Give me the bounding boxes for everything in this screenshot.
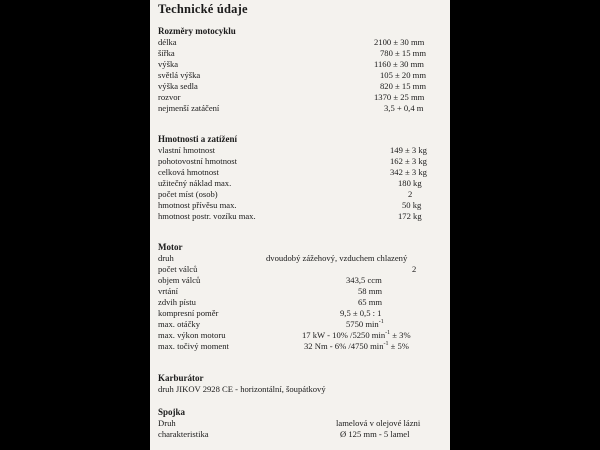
- spec-label: šířka: [158, 48, 175, 58]
- section-heading: Motor: [158, 242, 183, 252]
- spec-label: druh: [158, 253, 174, 263]
- spec-value: 105 ± 20 mm: [380, 70, 427, 80]
- section-clutch: [158, 408, 448, 441]
- section-engine: [158, 243, 448, 353]
- spec-label: užitečný náklad max.: [158, 178, 232, 188]
- spec-row: [158, 104, 448, 115]
- spec-value: Ø 125 mm - 5 lamel: [340, 429, 410, 439]
- spec-value: 3,5 + 0,4 m: [384, 103, 424, 113]
- document-page: [150, 0, 450, 450]
- spec-value: 172 kg: [398, 211, 422, 221]
- spec-value: 65 mm: [358, 297, 383, 307]
- spec-value: 149 ± 3 kg: [390, 145, 427, 155]
- spec-value: 780 ± 15 mm: [380, 48, 427, 58]
- spec-value: [346, 320, 384, 329]
- spec-label: max. výkon motoru: [158, 330, 226, 340]
- spec-row: [158, 276, 448, 287]
- spec-value: lamelová v olejové lázni: [336, 418, 421, 428]
- spec-label: max. otáčky: [158, 319, 200, 329]
- section-heading: Karburátor: [158, 373, 204, 383]
- spec-label: charakteristika: [158, 429, 209, 439]
- section-weights: [158, 135, 448, 223]
- spec-row: [158, 287, 448, 298]
- exponent: -1: [383, 341, 389, 348]
- section-carburetor: [158, 374, 448, 396]
- spec-value: 343,5 ccm: [346, 275, 382, 285]
- spec-label: zdvih pístu: [158, 297, 196, 307]
- spec-label: světlá výška: [158, 70, 201, 80]
- spec-value: [304, 342, 409, 351]
- spec-value: 2: [408, 189, 413, 199]
- spec-label: nejmenší zatáčení: [158, 103, 220, 113]
- spec-row: [158, 342, 448, 353]
- spec-label: Druh: [158, 418, 176, 428]
- spec-value: 1370 ± 25 mm: [374, 92, 425, 102]
- spec-value: 820 ± 15 mm: [380, 81, 427, 91]
- spec-label: pohotovostní hmotnost: [158, 156, 238, 166]
- spec-label: max. točivý moment: [158, 341, 229, 351]
- spec-label: objem válců: [158, 275, 201, 285]
- section-heading: Spojka: [158, 407, 186, 417]
- spec-label: hmotnost přívěsu max.: [158, 200, 237, 210]
- spec-row: [158, 385, 448, 396]
- spec-value: 9,5 ± 0,5 : 1: [340, 308, 382, 318]
- spec-line: druh JIKOV 2928 CE - horizontální, šoupátkový: [158, 384, 326, 394]
- spec-label: vlastní hmotnost: [158, 145, 216, 155]
- spec-label: výška sedla: [158, 81, 198, 91]
- value-tolerance: ± 3%: [390, 330, 411, 340]
- spec-value: [302, 331, 411, 340]
- spec-value: 342 ± 3 kg: [390, 167, 427, 177]
- spec-value: dvoudobý zážehový, vzduchem chlazený: [266, 253, 408, 263]
- spec-value: 58 mm: [358, 286, 383, 296]
- value-text: 17 kW - 10% /5250 min: [302, 330, 386, 340]
- section-dimensions: [158, 27, 448, 115]
- spec-value: 1160 ± 30 mm: [374, 59, 424, 69]
- spec-row: [158, 265, 448, 276]
- spec-row: [158, 430, 448, 441]
- spec-value: 50 kg: [402, 200, 422, 210]
- spec-label: hmotnost postr. vozíku max.: [158, 211, 256, 221]
- exponent: -1: [378, 319, 384, 326]
- spec-label: počet míst (osob): [158, 189, 218, 199]
- page-title: Technické údaje: [158, 2, 248, 16]
- spec-label: počet válců: [158, 264, 198, 274]
- spec-label: výška: [158, 59, 179, 69]
- spec-value: 180 kg: [398, 178, 422, 188]
- value-text: 32 Nm - 6% /4750 min: [304, 341, 384, 351]
- spec-label: rozvor: [158, 92, 181, 102]
- section-heading: Rozměry motocyklu: [158, 26, 236, 36]
- spec-label: délka: [158, 37, 177, 47]
- spec-label: vrtání: [158, 286, 179, 296]
- spec-value: 162 ± 3 kg: [390, 156, 427, 166]
- spec-row: [158, 212, 448, 223]
- value-text: 5750 min: [346, 319, 379, 329]
- spec-row: [158, 309, 448, 320]
- spec-label: celková hmotnost: [158, 167, 219, 177]
- value-tolerance: ± 5%: [388, 341, 409, 351]
- spec-label: kompresní poměr: [158, 308, 219, 318]
- section-heading: Hmotnosti a zatížení: [158, 134, 237, 144]
- spec-row: [158, 254, 448, 265]
- exponent: -1: [385, 330, 391, 337]
- spec-value: 2: [412, 264, 417, 274]
- spec-value: 2100 ± 30 mm: [374, 37, 425, 47]
